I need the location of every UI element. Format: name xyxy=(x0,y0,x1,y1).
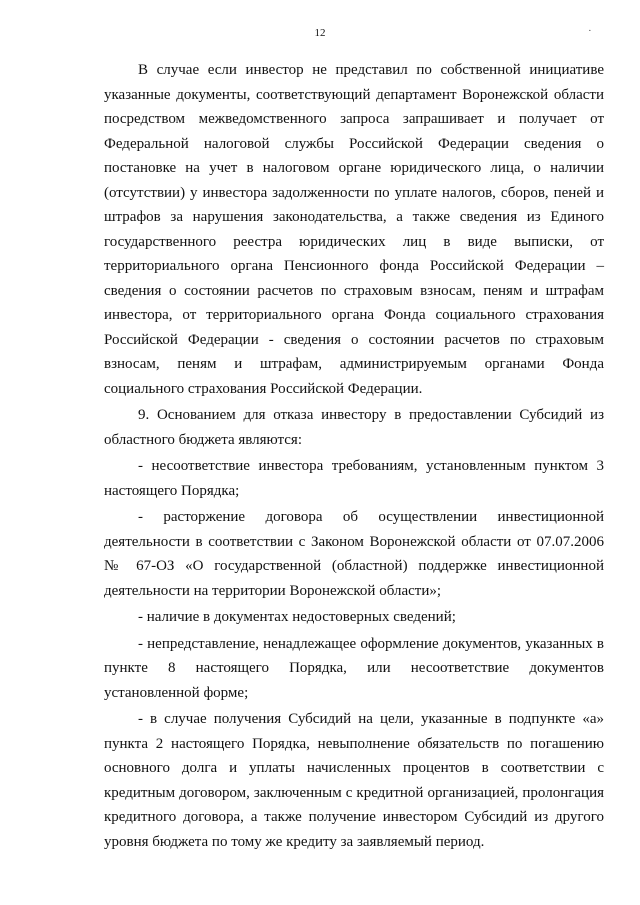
list-item-documents-failure: - непредставление, ненадлежащее оформление документов, указанных в пункте 8 настоящего Порядка, или несоответствие документов установленной форме; xyxy=(104,635,604,701)
list-item-nonconformity: - несоответствие инвестора требованиям, установленным пунктом 3 настоящего Порядка; xyxy=(104,458,604,499)
list-item-obligation-failure: - в случае получения Субсидий на цели, указанные в подпункте «а» пункта 2 настоящего Порядка, невыполнение обязательств по погашению основного долга и уплаты начисленных процентов в соответствии с кредитным договором, заключенным с кредитной организацией, пролонгация кредитного договора, а также получение инвестором Субсидий из другого уровня бюджета по тому же кредиту за заявляемый период. xyxy=(104,711,604,850)
paragraph-investor-documents: В случае если инвестор не представил по собственной инициативе указанные документы, соответствующий департамент Воронежской области посредством межведомственного запроса запрашивает и получает от Федеральной налоговой службы Российской Федерации сведения о постановке на учет в налоговом органе юридического лица, о наличии (отсутствии) у инвестора задолженности по уплате налогов, сборов, пеней и штрафов за нарушения законодательства, а также сведения из Единого государственного реестра юридических лиц в виде выписки, от территориального органа Пенсионного фонда Российской Федерации – сведения о состоянии расчетов по страховым взносам, пеням и штрафам инвестора, от территориального органа Фонда социального страхования Российской Федерации - сведения о состоянии расчетов по страховым взносам, пеням и штрафам, администрируемым органами Фонда социального страхования Российской Федерации. xyxy=(104,62,604,397)
paragraph-refusal-grounds: 9. Основанием для отказа инвестору в предоставлении Субсидий из областного бюджета являются: xyxy=(104,407,604,448)
list-item-contract-termination: - расторжение договора об осуществлении инвестиционной деятельности в соответствии с Законом Воронежской области от 07.07.2006 № 67-ОЗ «О государственной (областной) поддержке инвестиционной деятельности на территории Воронежской области»; xyxy=(104,509,604,599)
list-item-false-information: - наличие в документах недостоверных сведений; xyxy=(138,609,456,625)
body-text xyxy=(104,58,604,854)
corner-mark: · xyxy=(588,25,592,37)
page-number: 12 xyxy=(314,27,326,39)
